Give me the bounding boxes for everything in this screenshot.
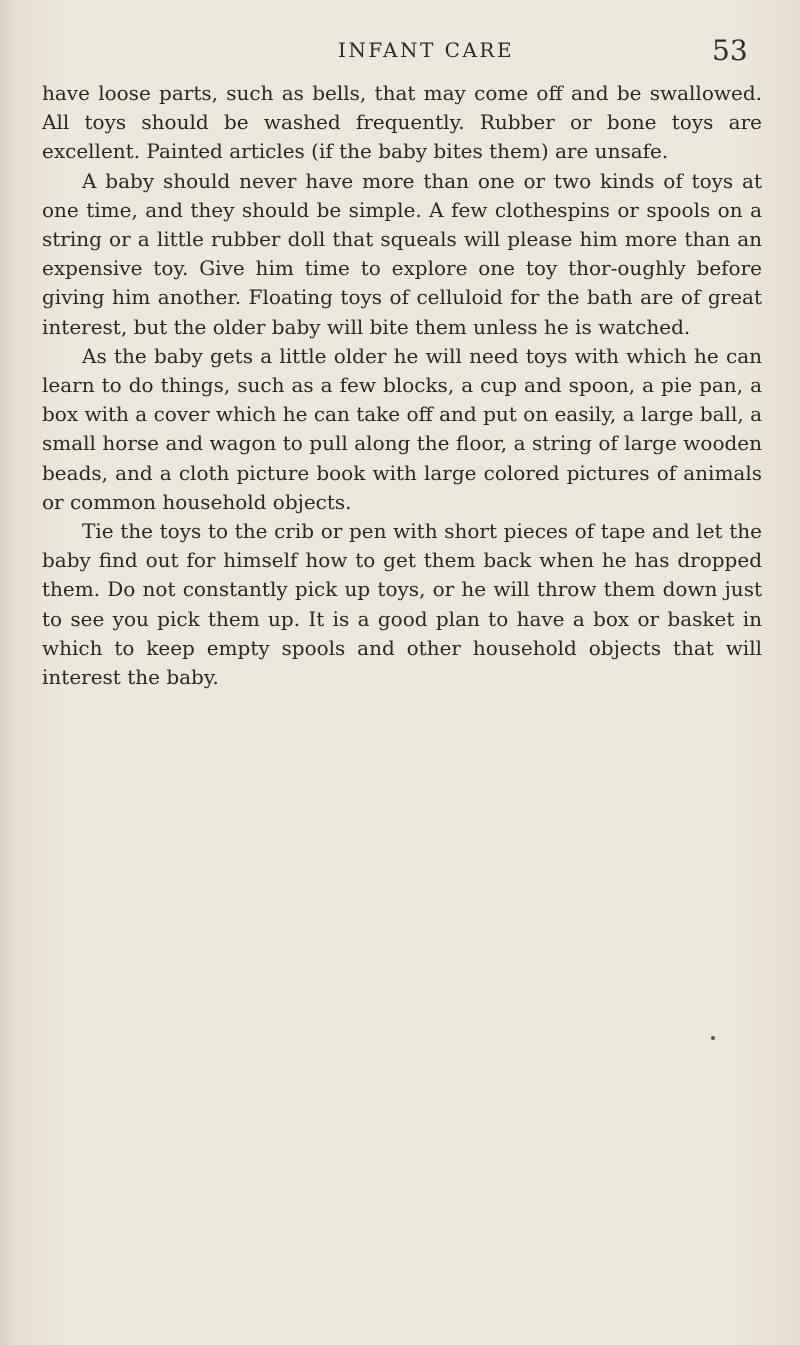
paragraph-tie-toys: Tie the toys to the crib or pen with short pieces of tape and let the baby find out for himself how to get them back when he has dropped them. Do not constantly pick up toys, or he will throw them down just to see you pick them up. It is a good plan to have a box or basket in which to keep empty spools and other household objects that will interest the baby. <box>42 519 762 690</box>
paper-speck <box>711 1036 715 1040</box>
page-number: 53 <box>712 34 748 67</box>
paragraph-older-baby-toys: As the baby gets a little older he will need toys with which he can learn to do things, such as a few blocks, a cup and spoon, a pie pan, a box with a cover which he can take off and put on easily, a large ball, a small horse and wagon to pull along the floor, a string of large wooden beads, and a cloth picture book with large colored pictures of animals or common household objects. <box>42 343 762 514</box>
body-text <box>42 79 762 692</box>
running-head <box>0 34 800 74</box>
running-head-title: INFANT CARE <box>338 38 515 62</box>
paragraph-continued: have loose parts, such as bells, that may come off and be swallowed. All toys should be washed frequently. Rubber or bone toys are excellent. Painted articles (if the baby bites them) are unsafe. <box>42 81 762 164</box>
paragraph-toy-kinds: A baby should never have more than one or two kinds of toys at one time, and they should be simple. A few clothespins or spools on a string or a little rubber doll that squeals will please him more than an expensive toy. Give him time to explore one toy thor-oughly before giving him another. Floating toys of celluloid for the bath are of great interest, but the older baby will bite them unless he is watched. <box>42 168 762 339</box>
